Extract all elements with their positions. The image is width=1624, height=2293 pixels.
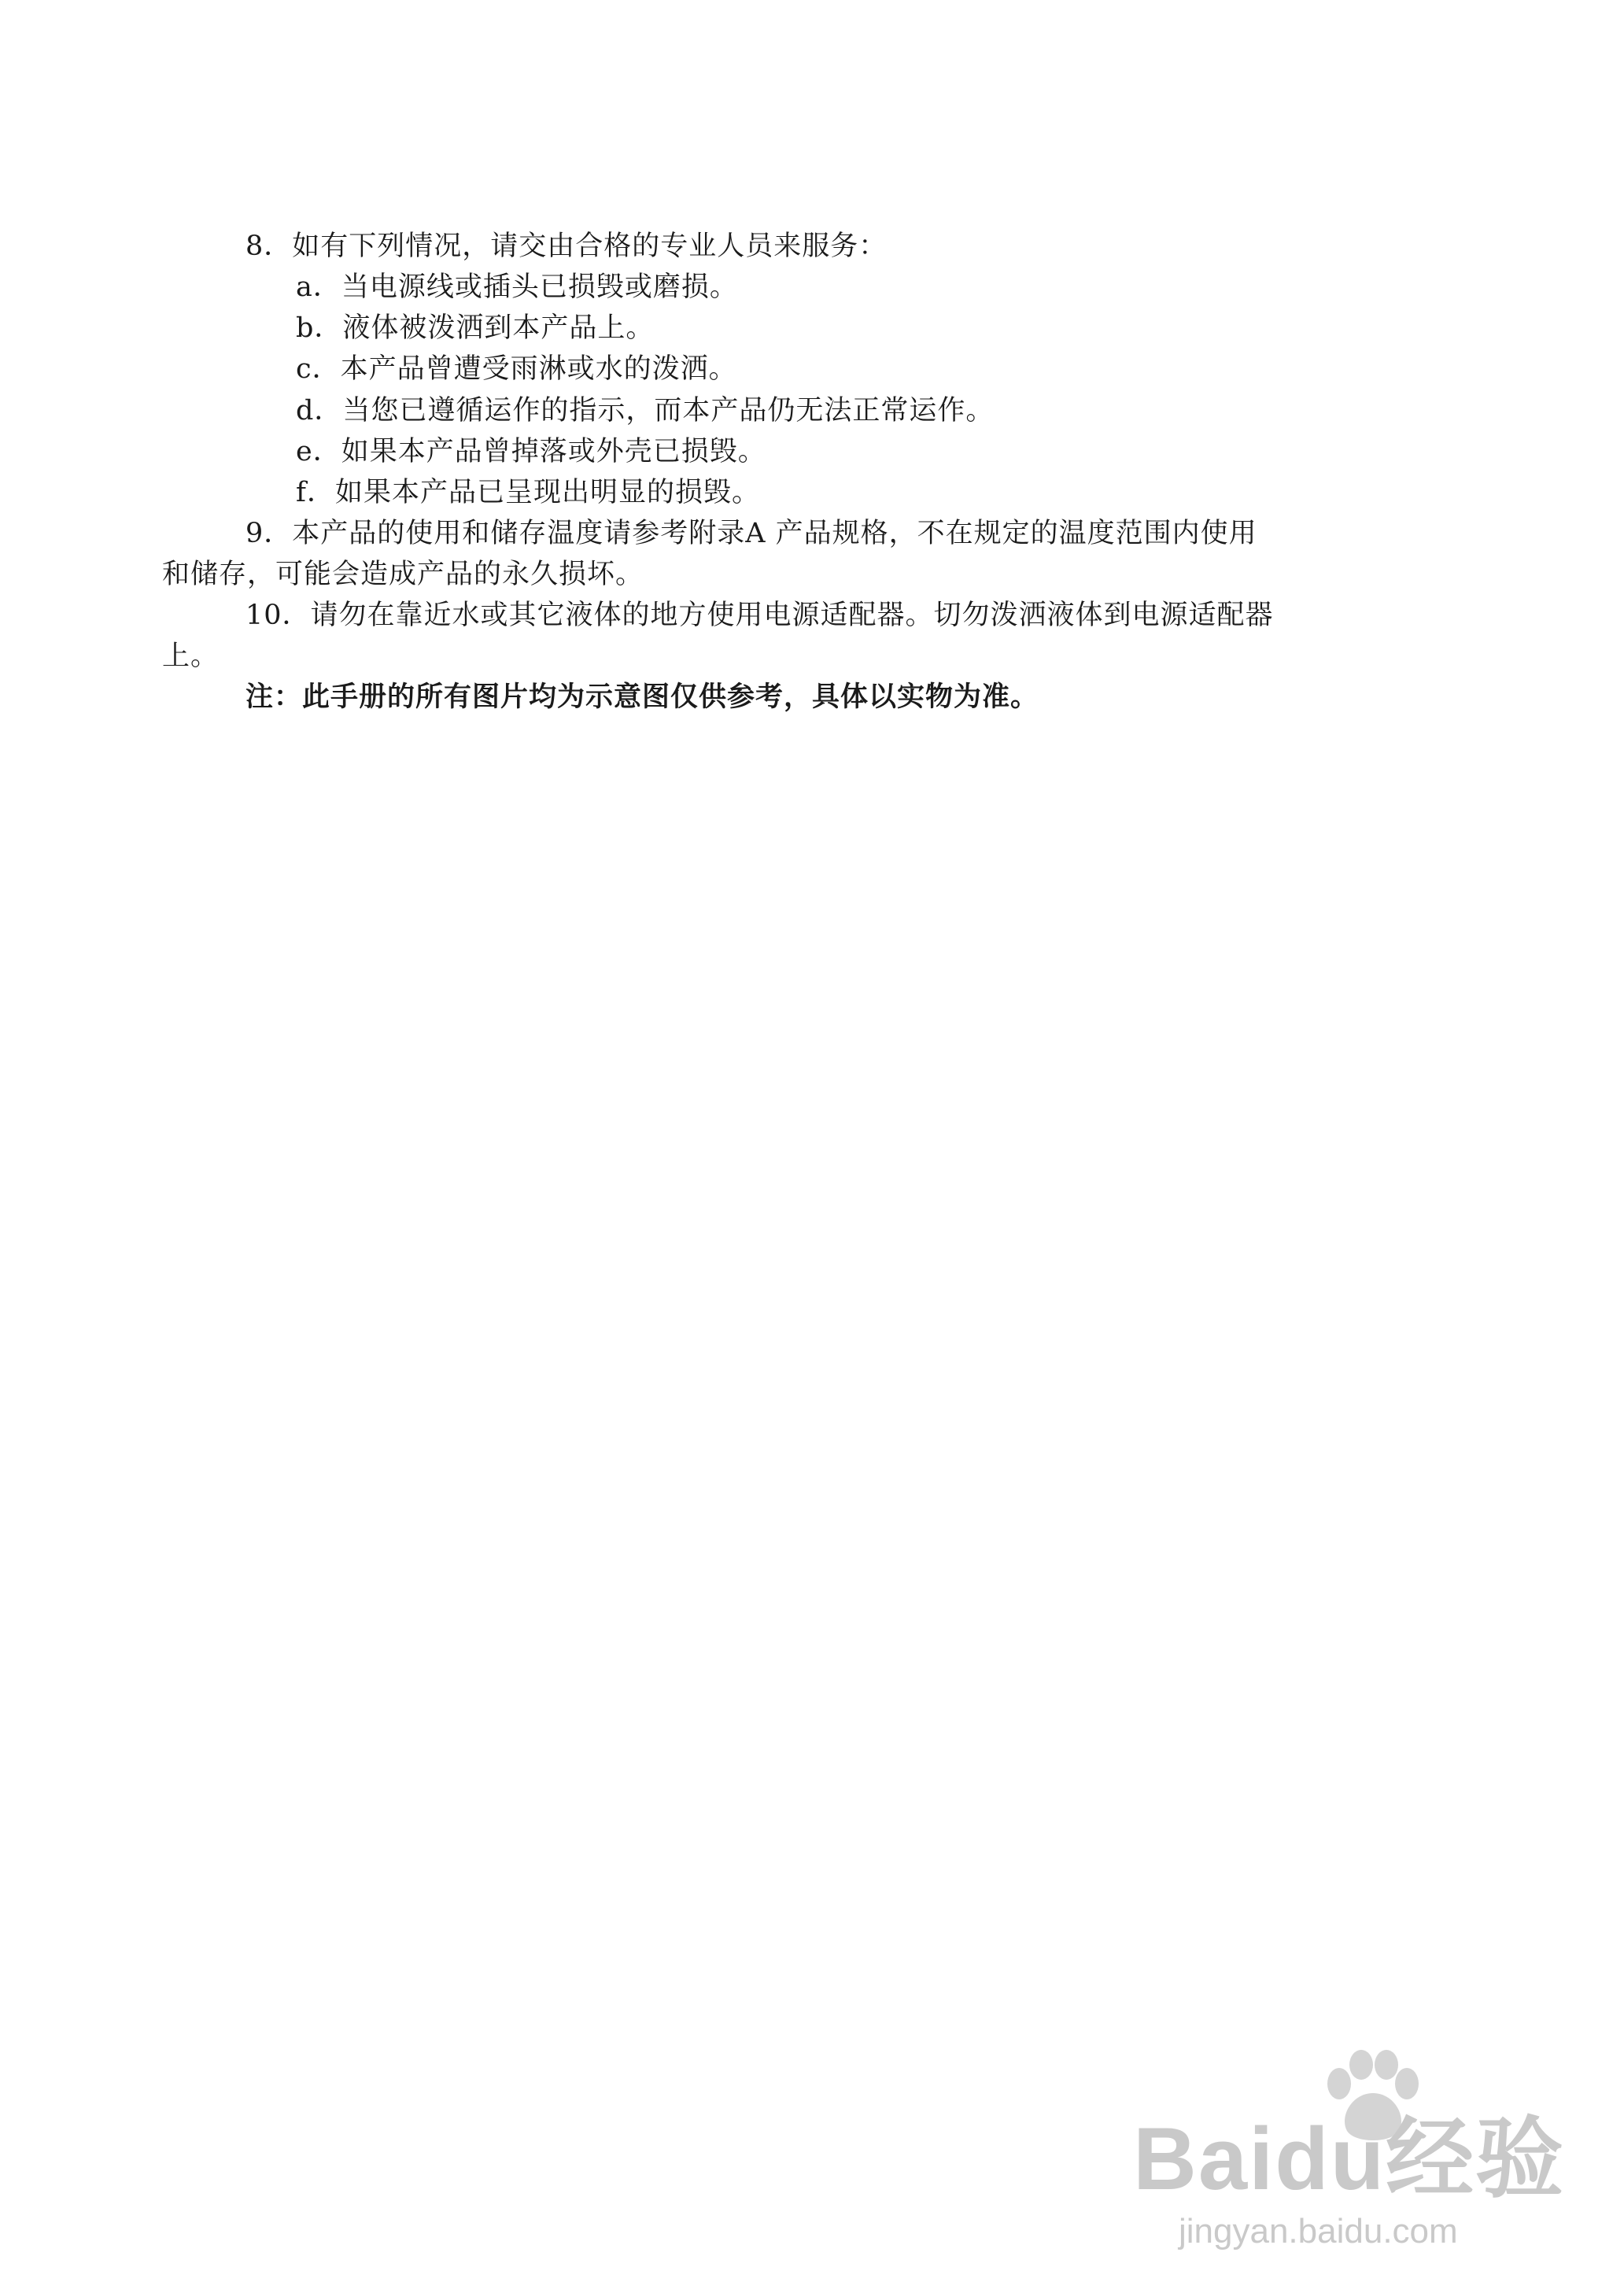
item-8-sub-d: d．当您已遵循运作的指示，而本产品仍无法正常运作。 — [296, 395, 995, 426]
baidu-watermark — [1133, 2030, 1605, 2266]
item-9: 9．本产品的使用和储存温度请参考附录A 产品规格，不在规定的温度范围内使用 — [245, 518, 1257, 549]
note-text: 注：此手册的所有图片均为示意图仅供参考，具体以实物为准。 — [245, 681, 1039, 713]
item-8-sub-c: c．本产品曾遭受雨淋或水的泼洒。 — [296, 353, 737, 385]
item-9-continued: 和储存，可能会造成产品的永久损坏。 — [162, 559, 644, 590]
item-8-sub-f: f．如果本产品已呈现出明显的损毁。 — [296, 477, 760, 508]
item-10: 10．请勿在靠近水或其它液体的地方使用电源适配器。切勿泼洒液体到电源适配器 — [245, 600, 1274, 631]
watermark-brand: Baidu经验 — [1133, 2110, 1566, 2208]
item-8-sub-b: b．液体被泼洒到本产品上。 — [296, 312, 655, 344]
item-8-sub-e: e．如果本产品曾掉落或外壳已损毁。 — [296, 436, 766, 467]
item-8: 8．如有下列情况，请交由合格的专业人员来服务： — [245, 231, 888, 262]
item-10-continued: 上。 — [162, 641, 220, 672]
item-8-sub-a: a．当电源线或插头已损毁或磨损。 — [296, 271, 738, 303]
watermark-url: jingyan.baidu.com — [1179, 2212, 1458, 2251]
